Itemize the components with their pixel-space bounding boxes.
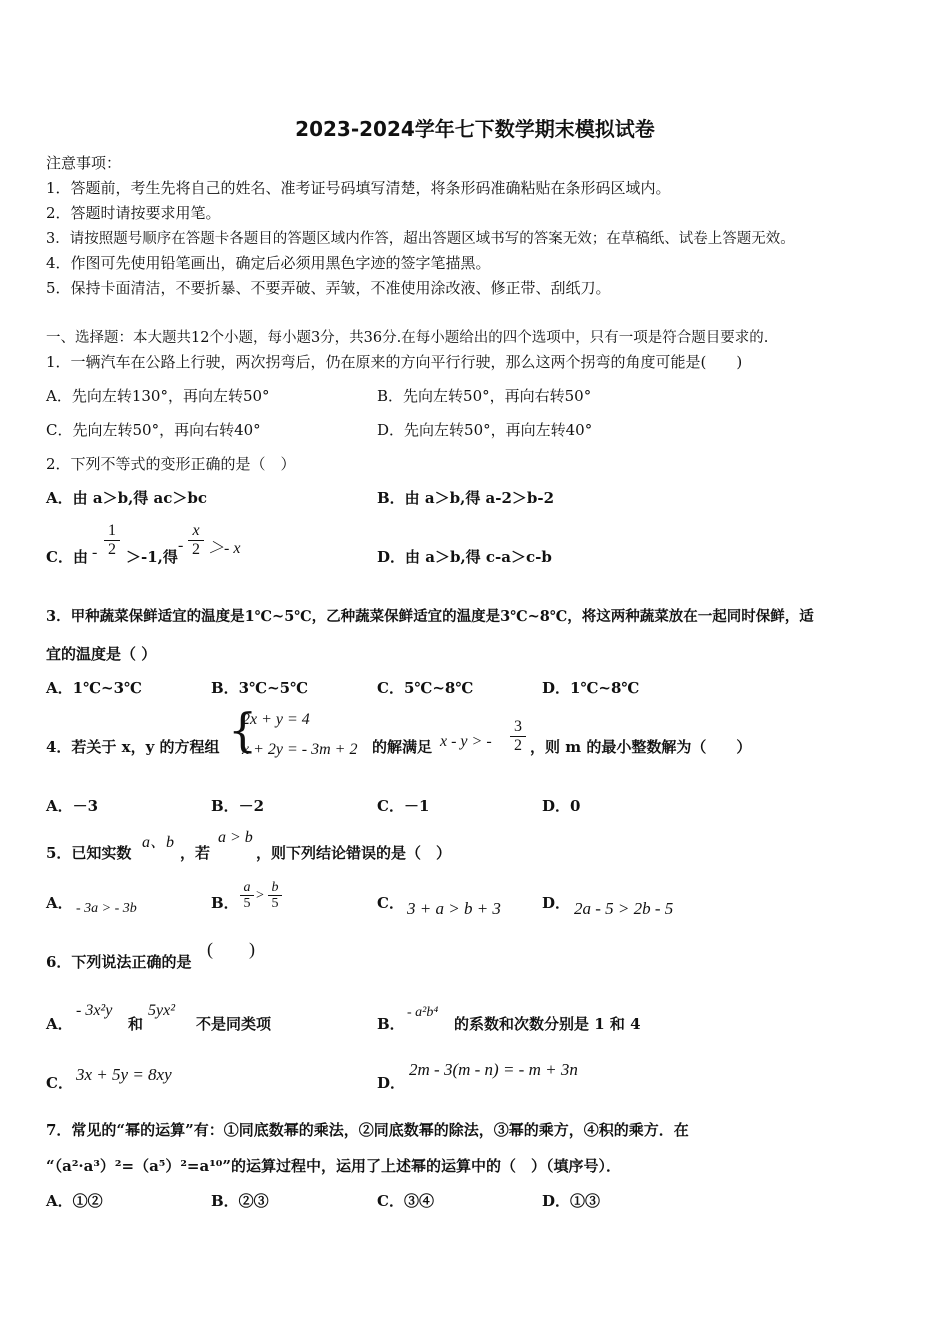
- q5-option-a-label: A．: [46, 894, 73, 912]
- page-title: 2023-2024学年七下数学期末模拟试卷: [295, 117, 655, 141]
- q2-c-frac2-num: x: [192, 522, 200, 539]
- q5-b-frac2-den: 5: [268, 895, 282, 911]
- q5-stem-pre: 5．已知实数: [46, 844, 132, 862]
- q6-a-term2: 5yx²: [148, 1002, 175, 1019]
- q3-stem-line1: 3．甲种蔬菜保鲜适宜的温度是1℃~5℃，乙种蔬菜保鲜适宜的温度是3℃~8℃，将这两种蔬菜放在一起同时保鲜，适: [46, 608, 814, 625]
- q2-option-d: D．由 a＞b,得 c-a＞c-b: [377, 548, 552, 566]
- q2-c-frac2-den: 2: [188, 540, 204, 559]
- q4-stem-post: ，则 m 的最小整数解为（ ）: [530, 738, 752, 756]
- q7-option-b: B．②③: [211, 1192, 269, 1210]
- q6-option-d-label: D．: [377, 1074, 406, 1092]
- q7-stem-line1: 7．常见的“幂的运算”有：①同底数幂的乘法，②同底数幂的除法，③幂的乘方，④积的乘方．在: [46, 1121, 689, 1139]
- q2-c-frac2: [188, 522, 204, 558]
- q1-option-a: A．先向左转130°，再向左转50°: [46, 387, 270, 405]
- q6-option-b-label: B．: [377, 1015, 405, 1033]
- q7-stem-line2: “（a²·a³）²=（a⁵）²=a¹⁰”的运算过程中，运用了上述幂的运算中的（ ）（填序号）．: [46, 1157, 621, 1175]
- q6-a-term1: - 3x²y: [76, 1002, 113, 1019]
- q4-stem-pre: 4．若关于 x，y 的方程组: [46, 738, 220, 756]
- q5-stem-post: ，则下列结论错误的是（ ）: [256, 844, 452, 862]
- q3-option-c: C．5℃~8℃: [377, 679, 474, 697]
- q2-option-c-label: C．由: [46, 548, 88, 566]
- q4-eq2: x + 2y = - 3m + 2: [242, 741, 358, 758]
- q6-option-d: 2m - 3(m - n) = - m + 3n: [409, 1060, 578, 1079]
- notice-item-4: 4．作图可先使用铅笔画出，确定后必须用黑色字迹的签字笔描黑。: [46, 254, 491, 272]
- q5-b-frac2: [268, 880, 282, 912]
- q6-option-a-label: A．: [46, 1015, 73, 1033]
- q5-stem-mid: ，若: [180, 844, 211, 862]
- q2-option-b: B．由 a＞b,得 a-2＞b-2: [377, 489, 555, 507]
- q4-cond-frac: [510, 718, 526, 754]
- q1-option-b: B．先向左转50°，再向右转50°: [377, 387, 592, 405]
- section-1-heading: 一、选择题：本大题共12个小题，每小题3分，共36分.在每小题给出的四个选项中，只有一项是符合题目要求的.: [46, 330, 769, 346]
- q6-option-c: 3x + 5y = 8xy: [76, 1065, 172, 1084]
- q3-option-a: A．1℃~3℃: [46, 679, 143, 697]
- q7-option-c: C．③④: [377, 1192, 434, 1210]
- q6-paren: ( ): [207, 939, 255, 959]
- q5-condition: a > b: [218, 829, 253, 846]
- q4-brace: {: [228, 703, 258, 757]
- q1-stem: 1．一辆汽车在公路上行驶，两次拐弯后，仍在原来的方向平行行驶，那么这两个拐弯的角度可能是( ): [46, 353, 743, 371]
- q4-cond-frac-num: 3: [514, 718, 522, 735]
- q2-c-minus: -: [92, 544, 98, 561]
- notice-item-5: 5．保持卡面清洁，不要折暴、不要弄破、弄皱，不准使用涂改液、修正带、刮纸刀。: [46, 279, 611, 297]
- q6-b-post: 的系数和次数分别是 1 和 4: [454, 1015, 641, 1033]
- q5-option-c-label: C．: [377, 894, 404, 912]
- q2-c-minus2: -: [178, 537, 184, 554]
- q5-option-d-label: D．: [542, 894, 571, 912]
- q7-option-d: D．①③: [542, 1192, 601, 1210]
- q4-option-a: A．－3: [46, 797, 99, 815]
- q7-option-a: A．①②: [46, 1192, 103, 1210]
- q4-option-b: B．－2: [211, 797, 265, 815]
- q3-option-b: B．3℃~5℃: [211, 679, 309, 697]
- q6-stem: 6．下列说法正确的是: [46, 953, 192, 971]
- q4-stem-mid: 的解满足: [372, 738, 433, 756]
- q2-c-mid: ＞-1,得: [126, 548, 178, 566]
- q5-b-frac2-num: b: [271, 880, 279, 895]
- q3-stem-line2: 宜的温度是（ ）: [46, 645, 157, 663]
- q5-option-b-label: B．: [211, 894, 239, 912]
- q4-option-c: C．－1: [377, 797, 430, 815]
- notice-item-1: 1．答题前，考生先将自己的姓名、准考证号码填写清楚，将条形码准确粘贴在条形码区域内。: [46, 179, 671, 197]
- q5-b-frac1-den: 5: [240, 895, 254, 911]
- q1-option-d: D．先向左转50°，再向左转40°: [377, 421, 593, 439]
- q5-b-frac1-num: a: [243, 880, 251, 895]
- q5-option-d: 2a - 5 > 2b - 5: [574, 899, 674, 918]
- q5-b-frac1: [240, 880, 254, 912]
- q5-b-gt: >: [256, 888, 264, 903]
- q5-option-c: 3 + a > b + 3: [407, 899, 501, 918]
- notice-item-2: 2．答题时请按要求用笔。: [46, 204, 221, 222]
- q4-eq1: 2x + y = 4: [242, 711, 310, 728]
- q6-a-post: 不是同类项: [196, 1015, 272, 1033]
- q2-c-frac1-num: 1: [108, 522, 116, 539]
- q5-vars: a、b: [142, 834, 175, 851]
- q1-option-c: C．先向左转50°，再向右转40°: [46, 421, 261, 439]
- notice-item-3: 3．请按照题号顺序在答题卡各题目的答题区域内作答，超出答题区域书写的答案无效；在草稿纸、试卷上答题无效。: [46, 231, 795, 247]
- q5-option-a: - 3a > - 3b: [76, 901, 137, 916]
- q2-c-frac1: [104, 522, 120, 558]
- q2-c-rhs: ＞- x: [208, 540, 241, 557]
- notice-heading: 注意事项：: [46, 154, 122, 172]
- q4-cond-frac-den: 2: [510, 736, 526, 755]
- q4-condition: x - y > -: [440, 733, 492, 750]
- q4-option-d: D．0: [542, 797, 581, 815]
- q2-stem: 2．下列不等式的变形正确的是（ ）: [46, 455, 296, 473]
- q2-c-frac1-den: 2: [104, 540, 120, 559]
- q6-b-term: - a²b⁴: [407, 1005, 439, 1020]
- q6-option-c-label: C．: [46, 1074, 73, 1092]
- q2-option-a: A．由 a＞b,得 ac＞bc: [46, 489, 207, 507]
- q3-option-d: D．1℃~8℃: [542, 679, 640, 697]
- q6-a-and: 和: [128, 1015, 144, 1033]
